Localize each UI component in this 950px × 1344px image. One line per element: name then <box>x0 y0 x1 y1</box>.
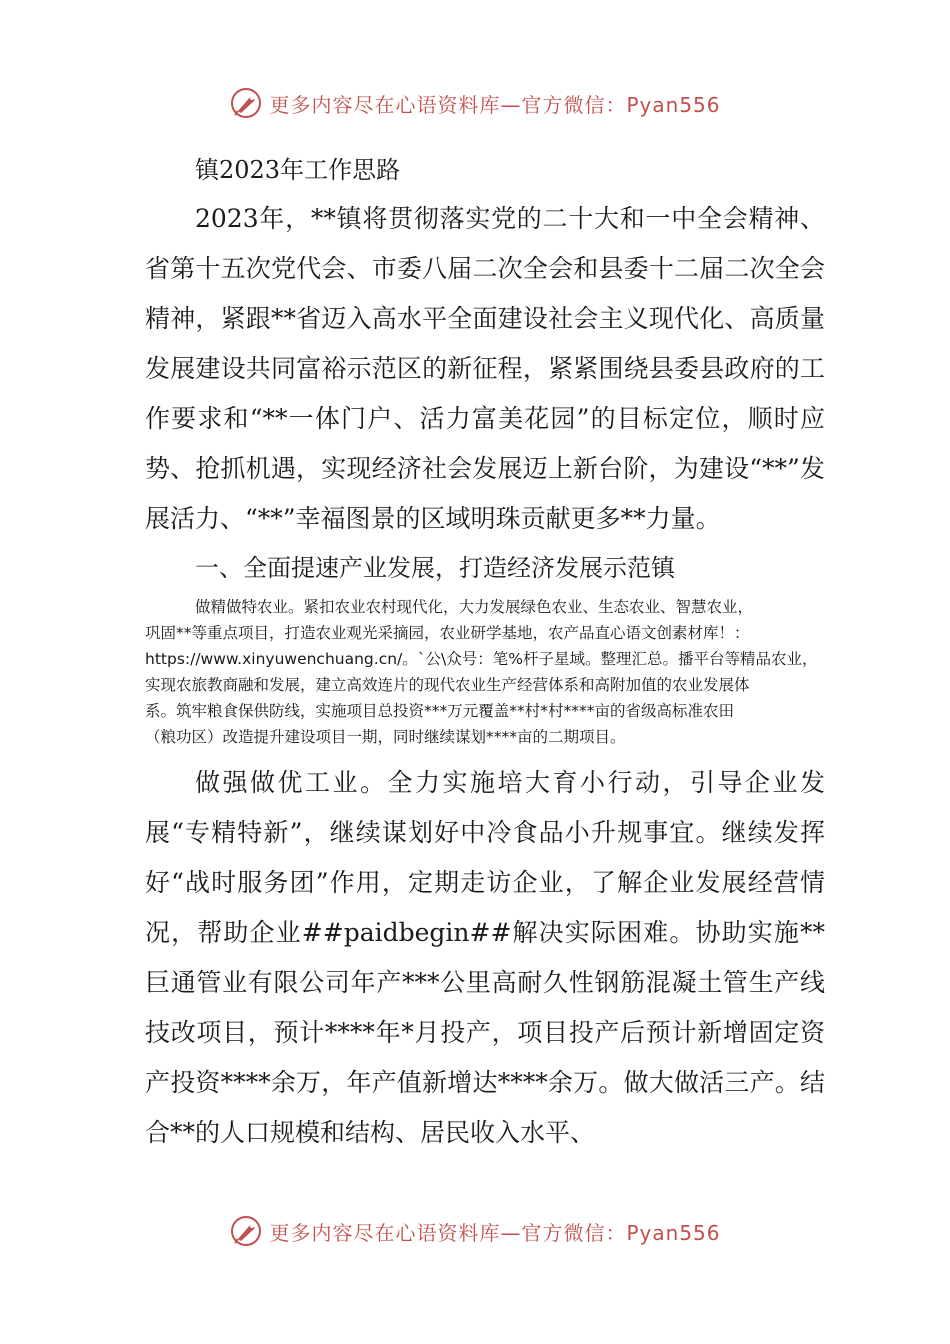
banner-text: 更多内容尽在心语资料库—官方微信：Pyan556 <box>269 1220 721 1245</box>
footer-banner <box>0 1206 950 1256</box>
header-banner <box>0 78 950 128</box>
section-heading-1: 一、全面提速产业发展，打造经济发展示范镇 <box>195 554 675 582</box>
document-page <box>145 150 825 1158</box>
wechat-id: Pyan556 <box>626 1220 721 1245</box>
text-line: 系。筑牢粮食保供防线，实施项目总投资***万元覆盖**村*村****亩的省级高标准农田 <box>145 702 735 720</box>
text-line: 巩固**等重点项目，打造农业观光采摘园，农业研学基地，农产品直心语文创素材库！： <box>145 624 750 642</box>
text-line: 实现农旅教商融和发展，建立高效连片的现代农业生产经营体系和高附加值的农业发展体 <box>145 676 750 694</box>
banner-text: 更多内容尽在心语资料库—官方微信：Pyan556 <box>269 92 721 117</box>
pen-nib-logo-icon <box>229 86 263 120</box>
pen-nib-logo-icon <box>229 1214 263 1248</box>
industry-paragraph: 做强做优工业。全力实施培大育小行动，引导企业发展“专精特新”，继续谋划好中冷食品小升规事宜。继续发挥好“战时服务团”作用，定期走访企业，了解企业发展经营情况，帮助企业##paidbegin##解决实际困难。协助实施**巨通管业有限公司年产***公里高耐久性钢筋混凝土管生产线技改项目，预计****年*月投产，项目投产后预计新增固定资产投资****余万，年产值新增达****余万。做大做活三产。结合**的人口规模和结构、居民收入水平、 <box>145 768 825 1147</box>
agriculture-paragraph <box>145 594 825 750</box>
document-title: 镇2023年工作思路 <box>195 156 401 184</box>
text-line: （粮功区）改造提升建设项目一期，同时继续谋划****亩的二期项目。 <box>145 728 626 746</box>
intro-paragraph: 2023年，**镇将贯彻落实党的二十大和一中全会精神、省第十五次党代会、市委八届二次全会和县委十二届二次全会精神，紧跟**省迈入高水平全面建设社会主义现代化、高质量发展建设共同富裕示范区的新征程，紧紧围绕县委县政府的工作要求和“**一体门户、活力富美花园”的目标定位，顺时应势、抢抓机遇，实现经济社会发展迈上新台阶，为建设“**”发展活力、“**”幸福图景的区域明珠贡献更多**力量。 <box>145 204 825 533</box>
text-line: https://www.xinyuwenchuang.cn/。`公\众号：笔%杆子星域。整理汇总。播平台等精品农业， <box>145 650 818 668</box>
text-line: 做精做特农业。紧扣农业农村现代化，大力发展绿色农业、生态农业、智慧农业， <box>195 598 754 616</box>
wechat-id: Pyan556 <box>626 92 721 117</box>
